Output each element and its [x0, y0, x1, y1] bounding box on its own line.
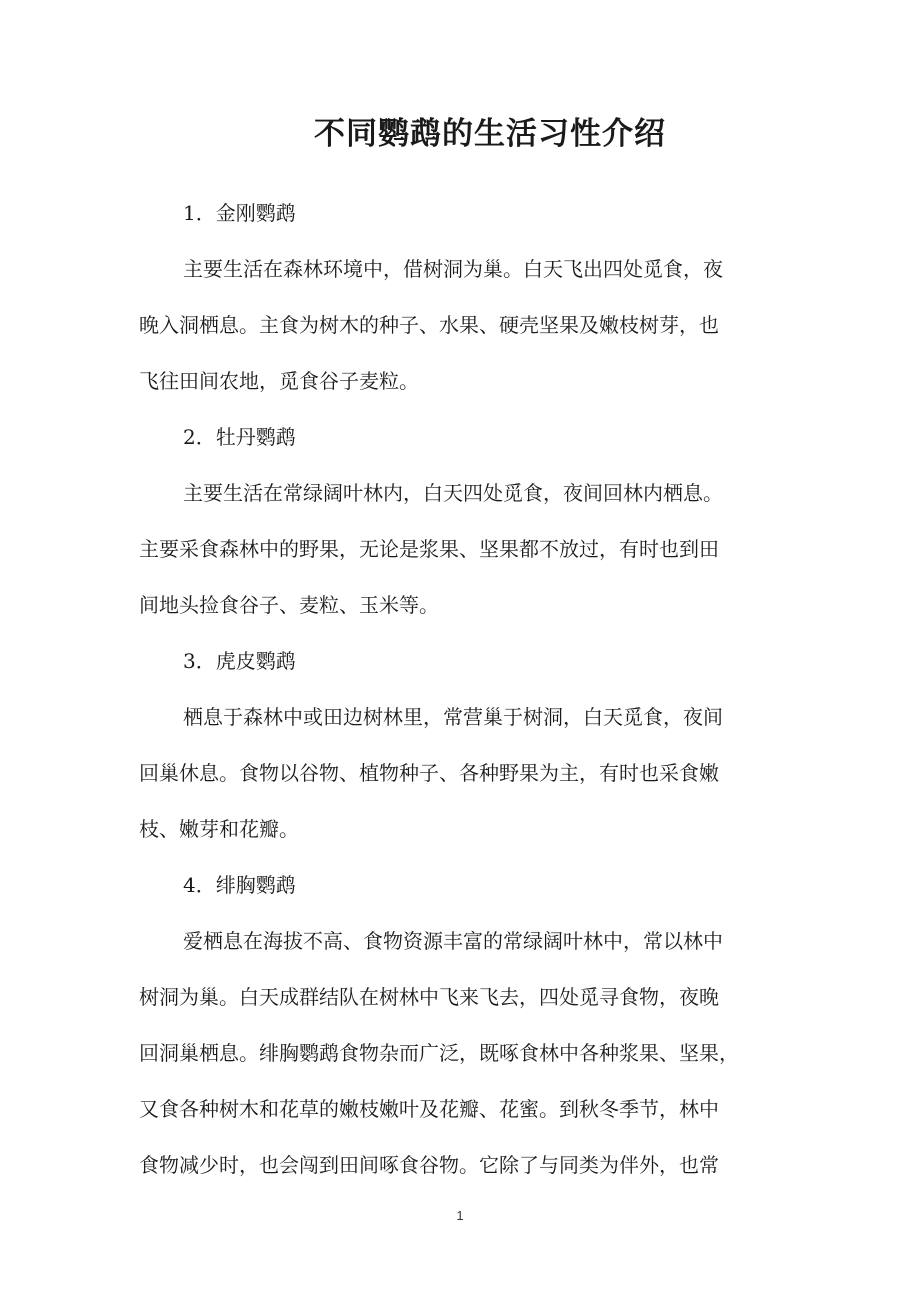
paragraph-line: 栖息于森林中或田边树林里，常营巢于树洞，白天觅食，夜间 — [183, 705, 723, 729]
paragraph-line: 回巢休息。食物以谷物、植物种子、各种野果为主，有时也采食嫩 — [139, 761, 719, 785]
paragraph-line: 回洞巢栖息。绯胸鹦鹉食物杂而广泛，既啄食林中各种浆果、坚果， — [139, 1041, 739, 1065]
paragraph-line: 枝、嫩芽和花瓣。 — [139, 817, 299, 841]
section-heading-lovebird: 2．牡丹鹦鹉 — [183, 425, 296, 449]
section-heading-red-breasted-parakeet: 4．绯胸鹦鹉 — [183, 873, 296, 897]
paragraph-line: 爱栖息在海拔不高、食物资源丰富的常绿阔叶林中，常以林中 — [183, 929, 723, 953]
paragraph-line: 主要采食森林中的野果，无论是浆果、坚果都不放过，有时也到田 — [139, 537, 719, 561]
paragraph-line: 飞往田间农地，觅食谷子麦粒。 — [139, 369, 419, 393]
paragraph-line: 间地头捡食谷子、麦粒、玉米等。 — [139, 593, 439, 617]
document-body — [139, 185, 779, 1193]
paragraph-line: 又食各种树木和花草的嫩枝嫩叶及花瓣、花蜜。到秋冬季节，林中 — [139, 1097, 719, 1121]
document-title: 不同鹦鹉的生活习性介绍 — [314, 116, 666, 152]
paragraph-line: 食物减少时，也会闯到田间啄食谷物。它除了与同类为伴外，也常 — [139, 1153, 719, 1177]
paragraph-line: 晚入洞栖息。主食为树木的种子、水果、硬壳坚果及嫩枝树芽，也 — [139, 313, 719, 337]
section-heading-budgerigar: 3．虎皮鹦鹉 — [183, 649, 296, 673]
paragraph-line: 主要生活在森林环境中，借树洞为巢。白天飞出四处觅食，夜 — [183, 257, 723, 281]
paragraph-line: 树洞为巢。白天成群结队在树林中飞来飞去，四处觅寻食物，夜晚 — [139, 985, 719, 1009]
page-number: 1 — [456, 1208, 464, 1223]
paragraph-line: 主要生活在常绿阔叶林内，白天四处觅食，夜间回林内栖息。 — [183, 481, 723, 505]
section-heading-macaw: 1．金刚鹦鹉 — [183, 201, 296, 225]
